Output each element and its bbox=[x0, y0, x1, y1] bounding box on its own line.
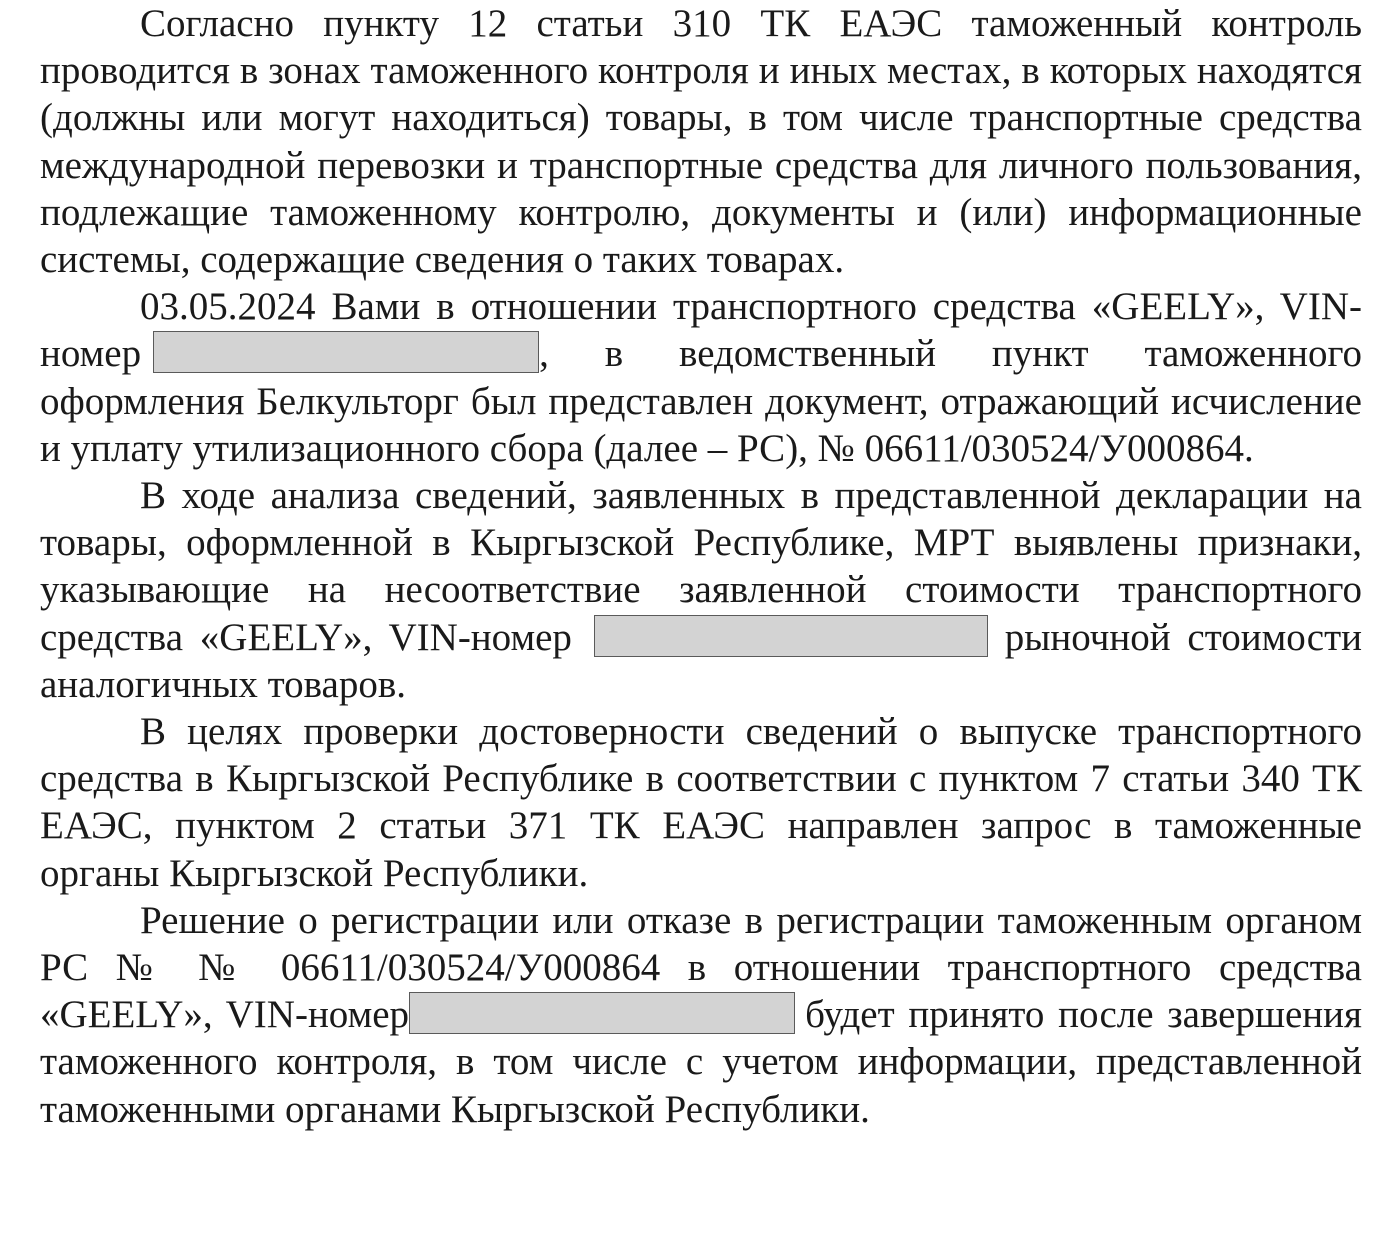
vin-redaction-box bbox=[153, 331, 539, 373]
paragraph-3-text-before: В ходе анализа сведений, заявленных в представленной декларации на товары, оформленной в Кыргызской Республике, МРТ выявлены признаки, указывающие на несоответствие заявленной стоимости транспортного средства «GEELY», VIN-номер bbox=[40, 474, 1362, 659]
paragraph-1 bbox=[40, 0, 1362, 283]
vin-redaction-box bbox=[409, 992, 795, 1034]
paragraph-5-text-before: Решение о регистрации или отказе в регистрации таможенным органом РС № № 06611/030524/У000864 в отношении транспортного средства «GEELY», VIN-номер bbox=[40, 898, 1362, 1037]
paragraph-2 bbox=[40, 283, 1362, 472]
document-body bbox=[40, 0, 1362, 1133]
paragraph-4 bbox=[40, 708, 1362, 897]
paragraph-5 bbox=[40, 897, 1362, 1133]
paragraph-2-text-before: 03.05.2024 Вами в отношении транспортного средства «GEELY», VIN-номер bbox=[40, 285, 1362, 376]
paragraph-3 bbox=[40, 472, 1362, 708]
paragraph-1-text: Согласно пункту 12 статьи 310 ТК ЕАЭС таможенный контроль проводится в зонах таможенного контроля и иных местах, в которых находятся (должны или могут находиться) товары, в том числе транспортные средства международной перевозки и транспортные средства для личного пользования, подлежащие таможенному контролю, документы и (или) информационные системы, содержащие сведения о таких товарах. bbox=[40, 2, 1362, 282]
paragraph-4-text: В целях проверки достоверности сведений о выпуске транспортного средства в Кыргызской Республике в соответствии с пунктом 7 статьи 340 ТК ЕАЭС, пунктом 2 статьи 371 ТК ЕАЭС направлен запрос в таможенные органы Кыргызской Республики. bbox=[40, 710, 1362, 895]
paragraph-5-text-after: будет принято после завершения таможенного контроля, в том числе с учетом информации, представленной таможенными органами Кыргызской Республики. bbox=[40, 993, 1362, 1131]
vin-redaction-box bbox=[594, 615, 988, 657]
paragraph-2-text-after: , в ведомственный пункт таможенного оформления Белкульторг был представлен документ, отражающий исчисление и уплату утилизационного сбора (далее – РС), № 06611/030524/У000864. bbox=[40, 332, 1362, 470]
paragraph-3-text-after: рыночной стоимости аналогичных товаров. bbox=[40, 615, 1363, 706]
